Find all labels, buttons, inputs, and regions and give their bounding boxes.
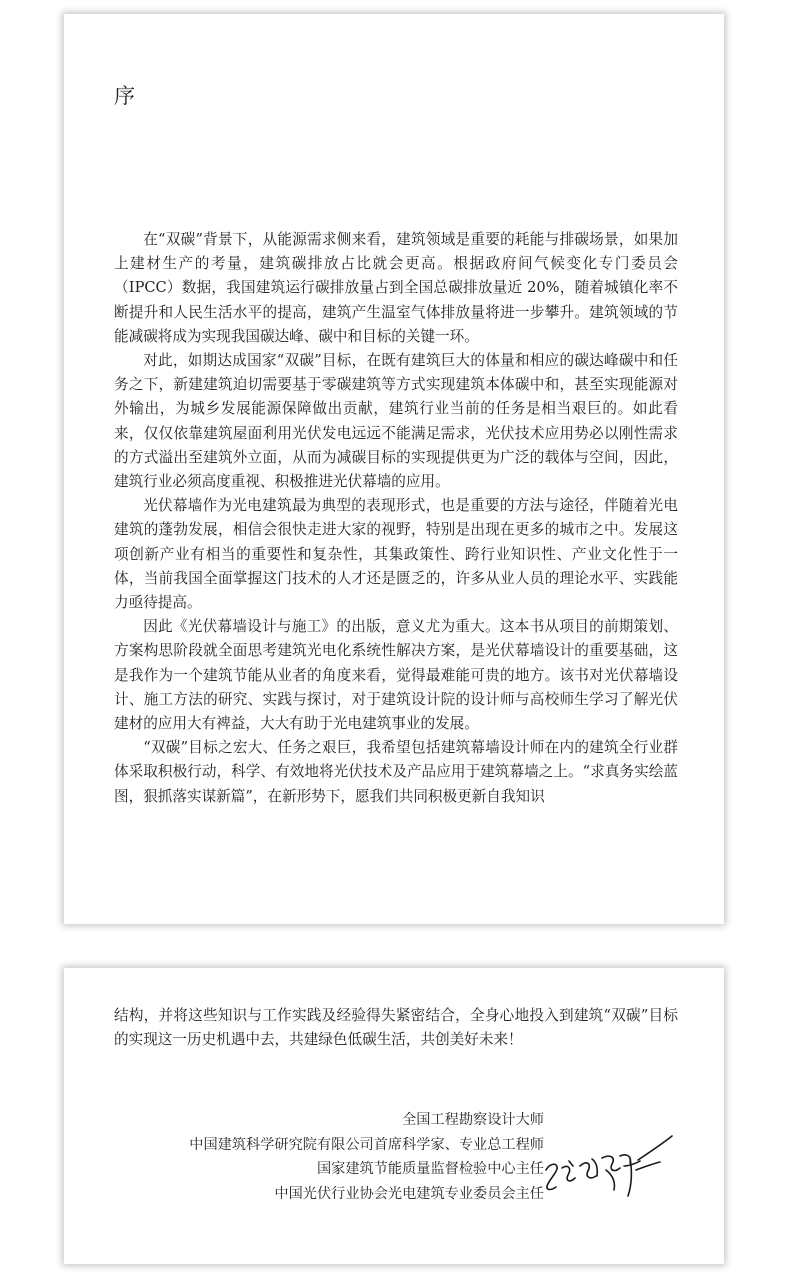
paragraph-3: 光伏幕墙作为光电建筑最为典型的表现形式，也是重要的方法与途径，伴随着光电建筑的蓬勃发展，相信会很快走进大家的视野，特别是出现在更多的城市之中。发展这项创新产业有相当的重要性和复杂性，其集政策性、跨行业知识性、产业文化性于一体，当前我国全面掌握这门技术的人才还是匮乏的，许多从业人员的理论水平、实践能力亟待提高。 <box>114 497 678 612</box>
paragraph-2: 对此，如期达成国家“双碳”目标，在既有建筑巨大的体量和相应的碳达峰碳中和任务之下，新建建筑迫切需要基于零碳建筑等方式实现建筑本体碳中和，甚至实现能源对外输出，为城乡发展能源保障做出贡献，建筑行业当前的任务是相当艰巨的。如此看来，仅仅依靠建筑屋面利用光伏发电远远不能满足需求，光伏技术应用势必以刚性需求的方式溢出至建筑外立面，从而为减碳目标的实现提供更为广泛的载体与空间，因此，建筑行业必须高度重视、积极推进光伏幕墙的应用。 <box>114 352 678 491</box>
paragraph-5: “双碳”目标之宏大、任务之艰巨，我希望包括建筑幕墙设计师在内的建筑全行业群体采取积极行动，科学、有效地将光伏技术及产品应用于建筑幕墙之上。“求真务实绘蓝图，狠抓落实谋新篇”，在新形势下，愿我们共同积极更新自我知识 <box>114 739 678 805</box>
page-two <box>64 968 724 1264</box>
credential-line-3: 国家建筑节能质量监督检验中心主任 <box>316 1161 544 1177</box>
paragraph-1: 在“双碳”背景下，从能源需求侧来看，建筑领域是重要的耗能与排碳场景，如果加上建材生产的考量，建筑碳排放占比就会更高。根据政府间气候变化专门委员会（IPCC）数据，我国建筑运行碳排放量占到全国总碳排放量近 20%，随着城镇化率不断提升和人民生活水平的提高，建筑产生温室气体排放量将进一步攀升。建筑领域的节能减碳将成为实现我国碳达峰、碳中和目标的关键一环。 <box>114 231 678 345</box>
credential-line-4: 中国光伏行业协会光电建筑专业委员会主任 <box>274 1185 544 1202</box>
paragraph-4: 因此《光伏幕墙设计与施工》的出版，意义尤为重大。这本书从项目的前期策划、方案构思阶段就全面思考建筑光电化系统性解决方案，是光伏幕墙设计的重要基础，这是我作为一个建筑节能从业者的角度来看，觉得最难能可贵的地方。该书对光伏幕墙设计、施工方法的研究、实践与探讨，对于建筑设计院的设计师与高校师生学习了解光伏建材的应用大有裨益，大大有助于光电建筑事业的发展。 <box>114 618 678 733</box>
credential-line-2: 中国建筑科学研究院有限公司首席科学家、专业总工程师 <box>189 1136 544 1153</box>
credential-line-1: 全国工程勘察设计大师 <box>402 1112 544 1128</box>
continuation-paragraph: 结构，并将这些知识与工作实践及经验得失紧密结合，全身心地投入到建筑“双碳”目标的实现这一历史机遇中去，共建绿色低碳生活，共创美好未来！ <box>114 1007 678 1049</box>
preface-body <box>114 228 678 809</box>
preface-title: 序 <box>114 84 136 108</box>
continuation-body <box>114 1004 678 1052</box>
handwritten-signature <box>540 1130 678 1206</box>
author-credentials <box>189 1108 544 1206</box>
page-one <box>64 14 724 924</box>
